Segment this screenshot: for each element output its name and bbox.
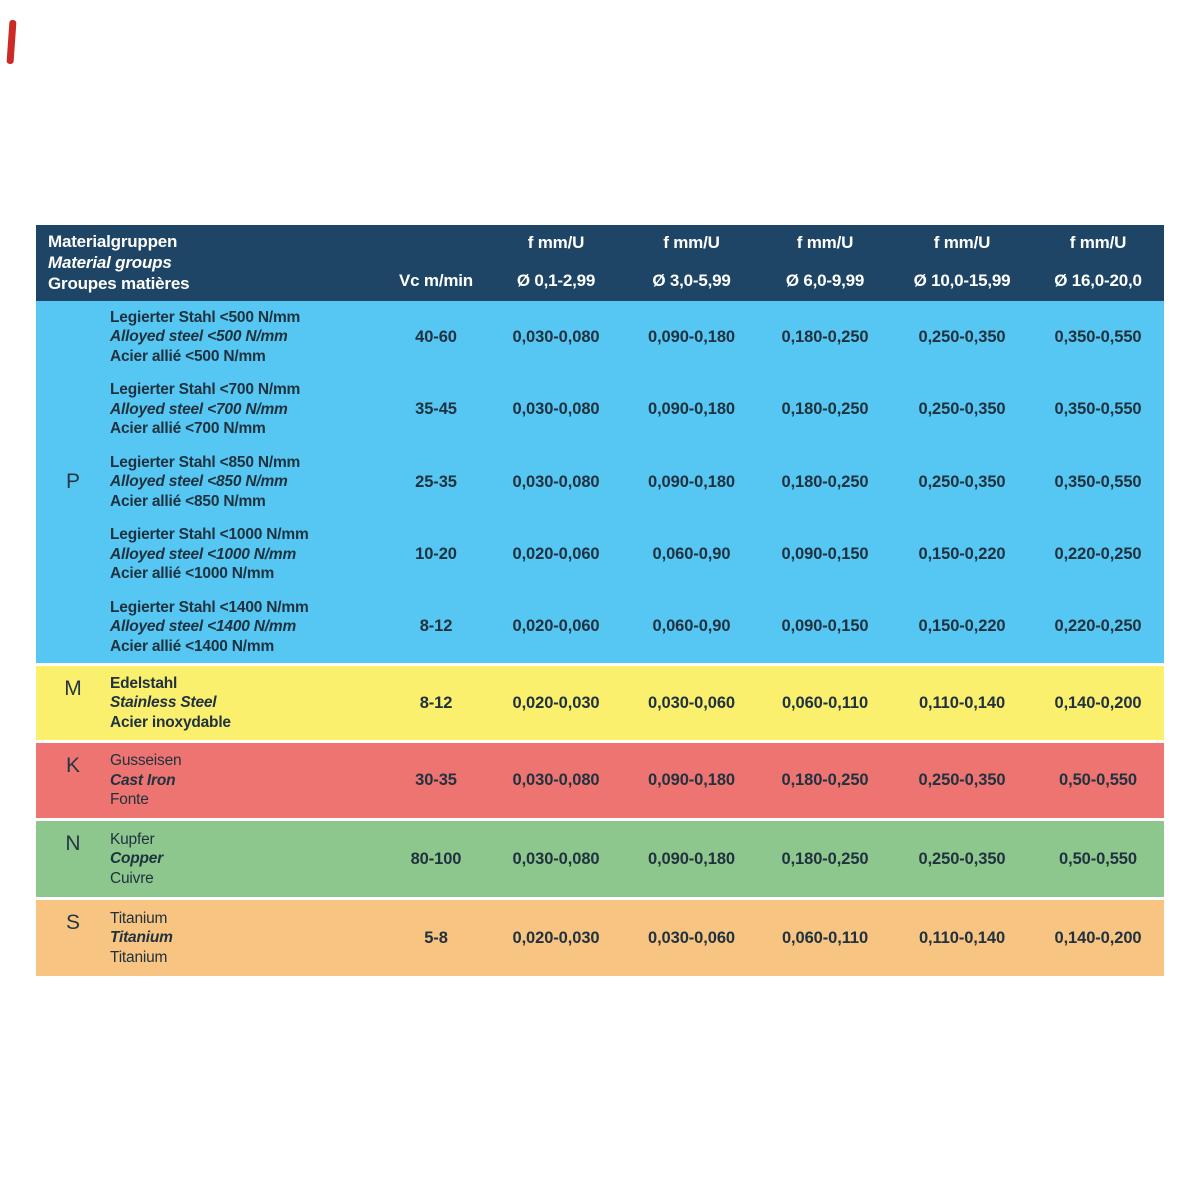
feed-unit-label: f mm/U xyxy=(796,233,854,252)
material-name-fr: Acier allié <500 N/mm xyxy=(110,347,266,365)
group-letter-p: P xyxy=(65,470,80,493)
material-name-fr: Acier inoxydable xyxy=(110,713,231,731)
feed-value-2: 0,030-0,060 xyxy=(648,928,735,947)
table-row xyxy=(110,900,1164,976)
feed-value-5: 0,350-0,550 xyxy=(1054,327,1142,346)
diameter-range-label: Ø 10,0-15,99 xyxy=(913,271,1011,290)
feed-value-2: 0,090-0,180 xyxy=(648,327,735,346)
feed-value-4: 0,250-0,350 xyxy=(918,327,1006,346)
table-row xyxy=(110,591,1164,663)
feed-value-2: 0,030-0,060 xyxy=(648,693,735,712)
material-name-en: Alloyed steel <1000 N/mm xyxy=(110,545,297,563)
material-name-de: Titanium xyxy=(110,909,168,927)
section-n-copper xyxy=(36,821,1164,897)
section-p-rows xyxy=(110,301,1164,663)
feed-value-1: 0,020-0,060 xyxy=(512,617,600,636)
feed-value-1: 0,020-0,060 xyxy=(512,544,600,563)
feed-value-3: 0,180-0,250 xyxy=(781,400,869,419)
material-name-en: Alloyed steel <700 N/mm xyxy=(110,400,288,418)
feed-unit-label: f mm/U xyxy=(933,233,991,252)
table-row xyxy=(110,373,1164,445)
feed-value-5: 0,220-0,250 xyxy=(1054,617,1142,636)
group-letter-n: N xyxy=(65,832,81,855)
vc-value: 8-12 xyxy=(419,693,453,712)
vc-value: 40-60 xyxy=(415,327,457,346)
feed-value-3: 0,090-0,150 xyxy=(781,544,869,563)
group-letter-k: K xyxy=(65,754,80,777)
feed-value-5: 0,350-0,550 xyxy=(1054,472,1142,491)
feed-value-5: 0,50-0,550 xyxy=(1059,849,1137,868)
section-p-steel xyxy=(36,301,1164,663)
section-k-cast-iron xyxy=(36,743,1164,818)
table-header xyxy=(36,225,1164,301)
diameter-range-label: Ø 6,0-9,99 xyxy=(785,271,865,290)
feed-value-2: 0,060-0,90 xyxy=(652,544,731,563)
feed-value-4: 0,250-0,350 xyxy=(918,771,1006,789)
material-name-en: Stainless Steel xyxy=(110,694,217,712)
feed-value-3: 0,180-0,250 xyxy=(781,327,869,346)
table-row xyxy=(110,743,1164,818)
material-name-de: Legierter Stahl <1400 N/mm xyxy=(110,598,309,616)
feed-value-4: 0,110-0,140 xyxy=(918,693,1006,712)
feed-value-4: 0,250-0,350 xyxy=(918,849,1006,868)
vc-value: 5-8 xyxy=(424,928,448,947)
material-name-en: Titanium xyxy=(110,929,173,947)
feed-value-1: 0,030-0,080 xyxy=(512,327,600,346)
cutting-data-table xyxy=(36,225,1164,976)
feed-value-1: 0,030-0,080 xyxy=(512,400,600,419)
section-s-rows xyxy=(110,900,1164,976)
vc-column-header: Vc m/min xyxy=(399,271,473,290)
vc-value: 8-12 xyxy=(419,617,453,636)
material-name-de: Edelstahl xyxy=(110,674,178,692)
material-name-de: Legierter Stahl <850 N/mm xyxy=(110,453,301,471)
section-m-stainless xyxy=(36,666,1164,740)
material-name-de: Legierter Stahl <1000 N/mm xyxy=(110,526,309,544)
feed-value-1: 0,020-0,030 xyxy=(512,693,600,712)
section-n-rows xyxy=(110,821,1164,897)
feed-value-2: 0,090-0,180 xyxy=(648,400,735,419)
material-names xyxy=(110,751,385,810)
feed-value-3: 0,060-0,110 xyxy=(781,693,869,712)
section-m-rows xyxy=(110,666,1164,740)
material-name-fr: Titanium xyxy=(110,948,168,966)
feed-value-2: 0,090-0,180 xyxy=(648,849,735,868)
vc-value: 30-35 xyxy=(415,771,457,789)
feed-value-1: 0,030-0,080 xyxy=(512,849,600,868)
diameter-range-label: Ø 16,0-20,0 xyxy=(1054,271,1142,290)
title-en: Material groups xyxy=(48,253,172,272)
material-names xyxy=(110,453,385,512)
feed-unit-label: f mm/U xyxy=(527,233,585,252)
feed-value-3: 0,060-0,110 xyxy=(781,928,869,947)
feed-column-header-4 xyxy=(892,225,1032,301)
feed-value-2: 0,090-0,180 xyxy=(648,771,735,789)
feed-unit-label: f mm/U xyxy=(1069,233,1127,252)
material-groups-title xyxy=(36,225,385,301)
feed-value-5: 0,220-0,250 xyxy=(1054,544,1142,563)
feed-value-4: 0,250-0,350 xyxy=(918,400,1006,419)
feed-value-5: 0,140-0,200 xyxy=(1054,928,1142,947)
material-names xyxy=(110,909,385,968)
table-row xyxy=(110,518,1164,590)
material-names xyxy=(110,380,385,439)
feed-value-2: 0,060-0,90 xyxy=(652,617,731,636)
material-name-en: Alloyed steel <1400 N/mm xyxy=(110,618,297,636)
section-s-titanium xyxy=(36,900,1164,976)
material-name-en: Alloyed steel <500 N/mm xyxy=(110,328,288,346)
feed-value-3: 0,180-0,250 xyxy=(781,849,869,868)
red-scribble-mark xyxy=(6,20,16,64)
feed-value-1: 0,020-0,030 xyxy=(512,928,600,947)
feed-value-4: 0,250-0,350 xyxy=(918,472,1006,491)
feed-value-2: 0,090-0,180 xyxy=(648,472,735,491)
material-name-fr: Fonte xyxy=(110,791,149,809)
feed-column-header-2 xyxy=(625,225,758,301)
table-row xyxy=(110,666,1164,740)
material-names xyxy=(110,308,385,367)
table-row xyxy=(110,301,1164,373)
material-name-de: Gusseisen xyxy=(110,752,182,770)
feed-column-header-5 xyxy=(1032,225,1164,301)
feed-column-header-1 xyxy=(487,225,625,301)
feed-value-3: 0,090-0,150 xyxy=(781,617,869,636)
feed-value-4: 0,150-0,220 xyxy=(918,544,1006,563)
feed-value-5: 0,140-0,200 xyxy=(1054,693,1142,712)
material-name-fr: Acier allié <1000 N/mm xyxy=(110,565,275,583)
material-name-en: Copper xyxy=(110,850,164,868)
material-name-de: Legierter Stahl <700 N/mm xyxy=(110,381,301,399)
feed-value-1: 0,030-0,080 xyxy=(512,472,600,491)
material-name-fr: Cuivre xyxy=(110,869,154,887)
vc-value: 10-20 xyxy=(415,544,457,563)
material-name-en: Alloyed steel <850 N/mm xyxy=(110,473,288,491)
material-name-fr: Acier allié <1400 N/mm xyxy=(110,637,275,655)
diameter-range-label: Ø 3,0-5,99 xyxy=(652,271,731,290)
feed-value-5: 0,50-0,550 xyxy=(1059,771,1137,789)
material-name-fr: Acier allié <700 N/mm xyxy=(110,420,266,438)
material-names xyxy=(110,674,385,733)
material-names xyxy=(110,830,385,889)
section-k-rows xyxy=(110,743,1164,818)
table-row xyxy=(110,446,1164,518)
material-name-fr: Acier allié <850 N/mm xyxy=(110,492,266,510)
title-fr: Groupes matières xyxy=(48,274,190,293)
vc-value: 25-35 xyxy=(415,472,457,491)
feed-column-header-3 xyxy=(758,225,892,301)
table-row xyxy=(110,821,1164,897)
group-letter-m: M xyxy=(64,677,82,700)
title-de: Materialgruppen xyxy=(48,232,178,251)
feed-value-3: 0,180-0,250 xyxy=(781,771,869,789)
feed-value-4: 0,150-0,220 xyxy=(918,617,1006,636)
vc-value: 80-100 xyxy=(410,849,462,868)
feed-unit-label: f mm/U xyxy=(663,233,720,252)
material-name-en: Cast Iron xyxy=(110,771,176,789)
material-name-de: Kupfer xyxy=(110,830,155,848)
feed-value-4: 0,110-0,140 xyxy=(918,928,1006,947)
diameter-range-label: Ø 0,1-2,99 xyxy=(516,271,596,290)
group-letter-s: S xyxy=(65,911,80,934)
feed-value-5: 0,350-0,550 xyxy=(1054,400,1142,419)
feed-value-1: 0,030-0,080 xyxy=(512,771,600,789)
material-names xyxy=(110,598,385,657)
feed-value-3: 0,180-0,250 xyxy=(781,472,869,491)
material-names xyxy=(110,525,385,584)
material-name-de: Legierter Stahl <500 N/mm xyxy=(110,308,301,326)
vc-value: 35-45 xyxy=(415,400,457,419)
